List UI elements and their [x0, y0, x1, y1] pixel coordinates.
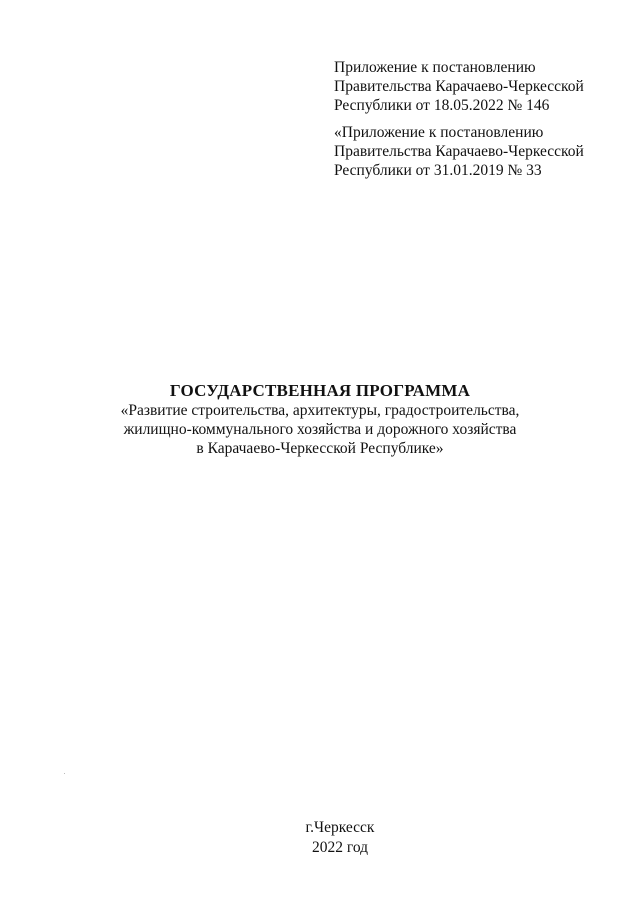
scan-speck [64, 773, 65, 774]
footer-city: г.Черкесск [305, 819, 375, 836]
annex-line: Правительства Карачаево-Черкесской [334, 143, 584, 160]
program-heading [0, 381, 640, 458]
annex-line: Приложение к постановлению [334, 59, 536, 76]
annex-line: «Приложение к постановлению [334, 124, 544, 141]
program-subtitle-line: в Карачаево-Черкесской Республике» [196, 440, 444, 457]
program-subtitle-line: «Развитие строительства, архитектуры, градостроительства, [120, 402, 520, 419]
program-subtitle-line: жилищно-коммунального хозяйства и дорожного хозяйства [123, 421, 517, 438]
program-title: ГОСУДАРСТВЕННАЯ ПРОГРАММА [169, 381, 471, 400]
footer-year: 2022 год [311, 839, 369, 856]
annex-reference-current [334, 58, 634, 115]
annex-line: Правительства Карачаево-Черкесской [334, 78, 584, 95]
annex-line: Республики от 18.05.2022 № 146 [334, 97, 550, 114]
document-footer [0, 818, 640, 858]
annex-line: Республики от 31.01.2019 № 33 [334, 162, 542, 179]
annex-reference-previous [334, 123, 634, 180]
